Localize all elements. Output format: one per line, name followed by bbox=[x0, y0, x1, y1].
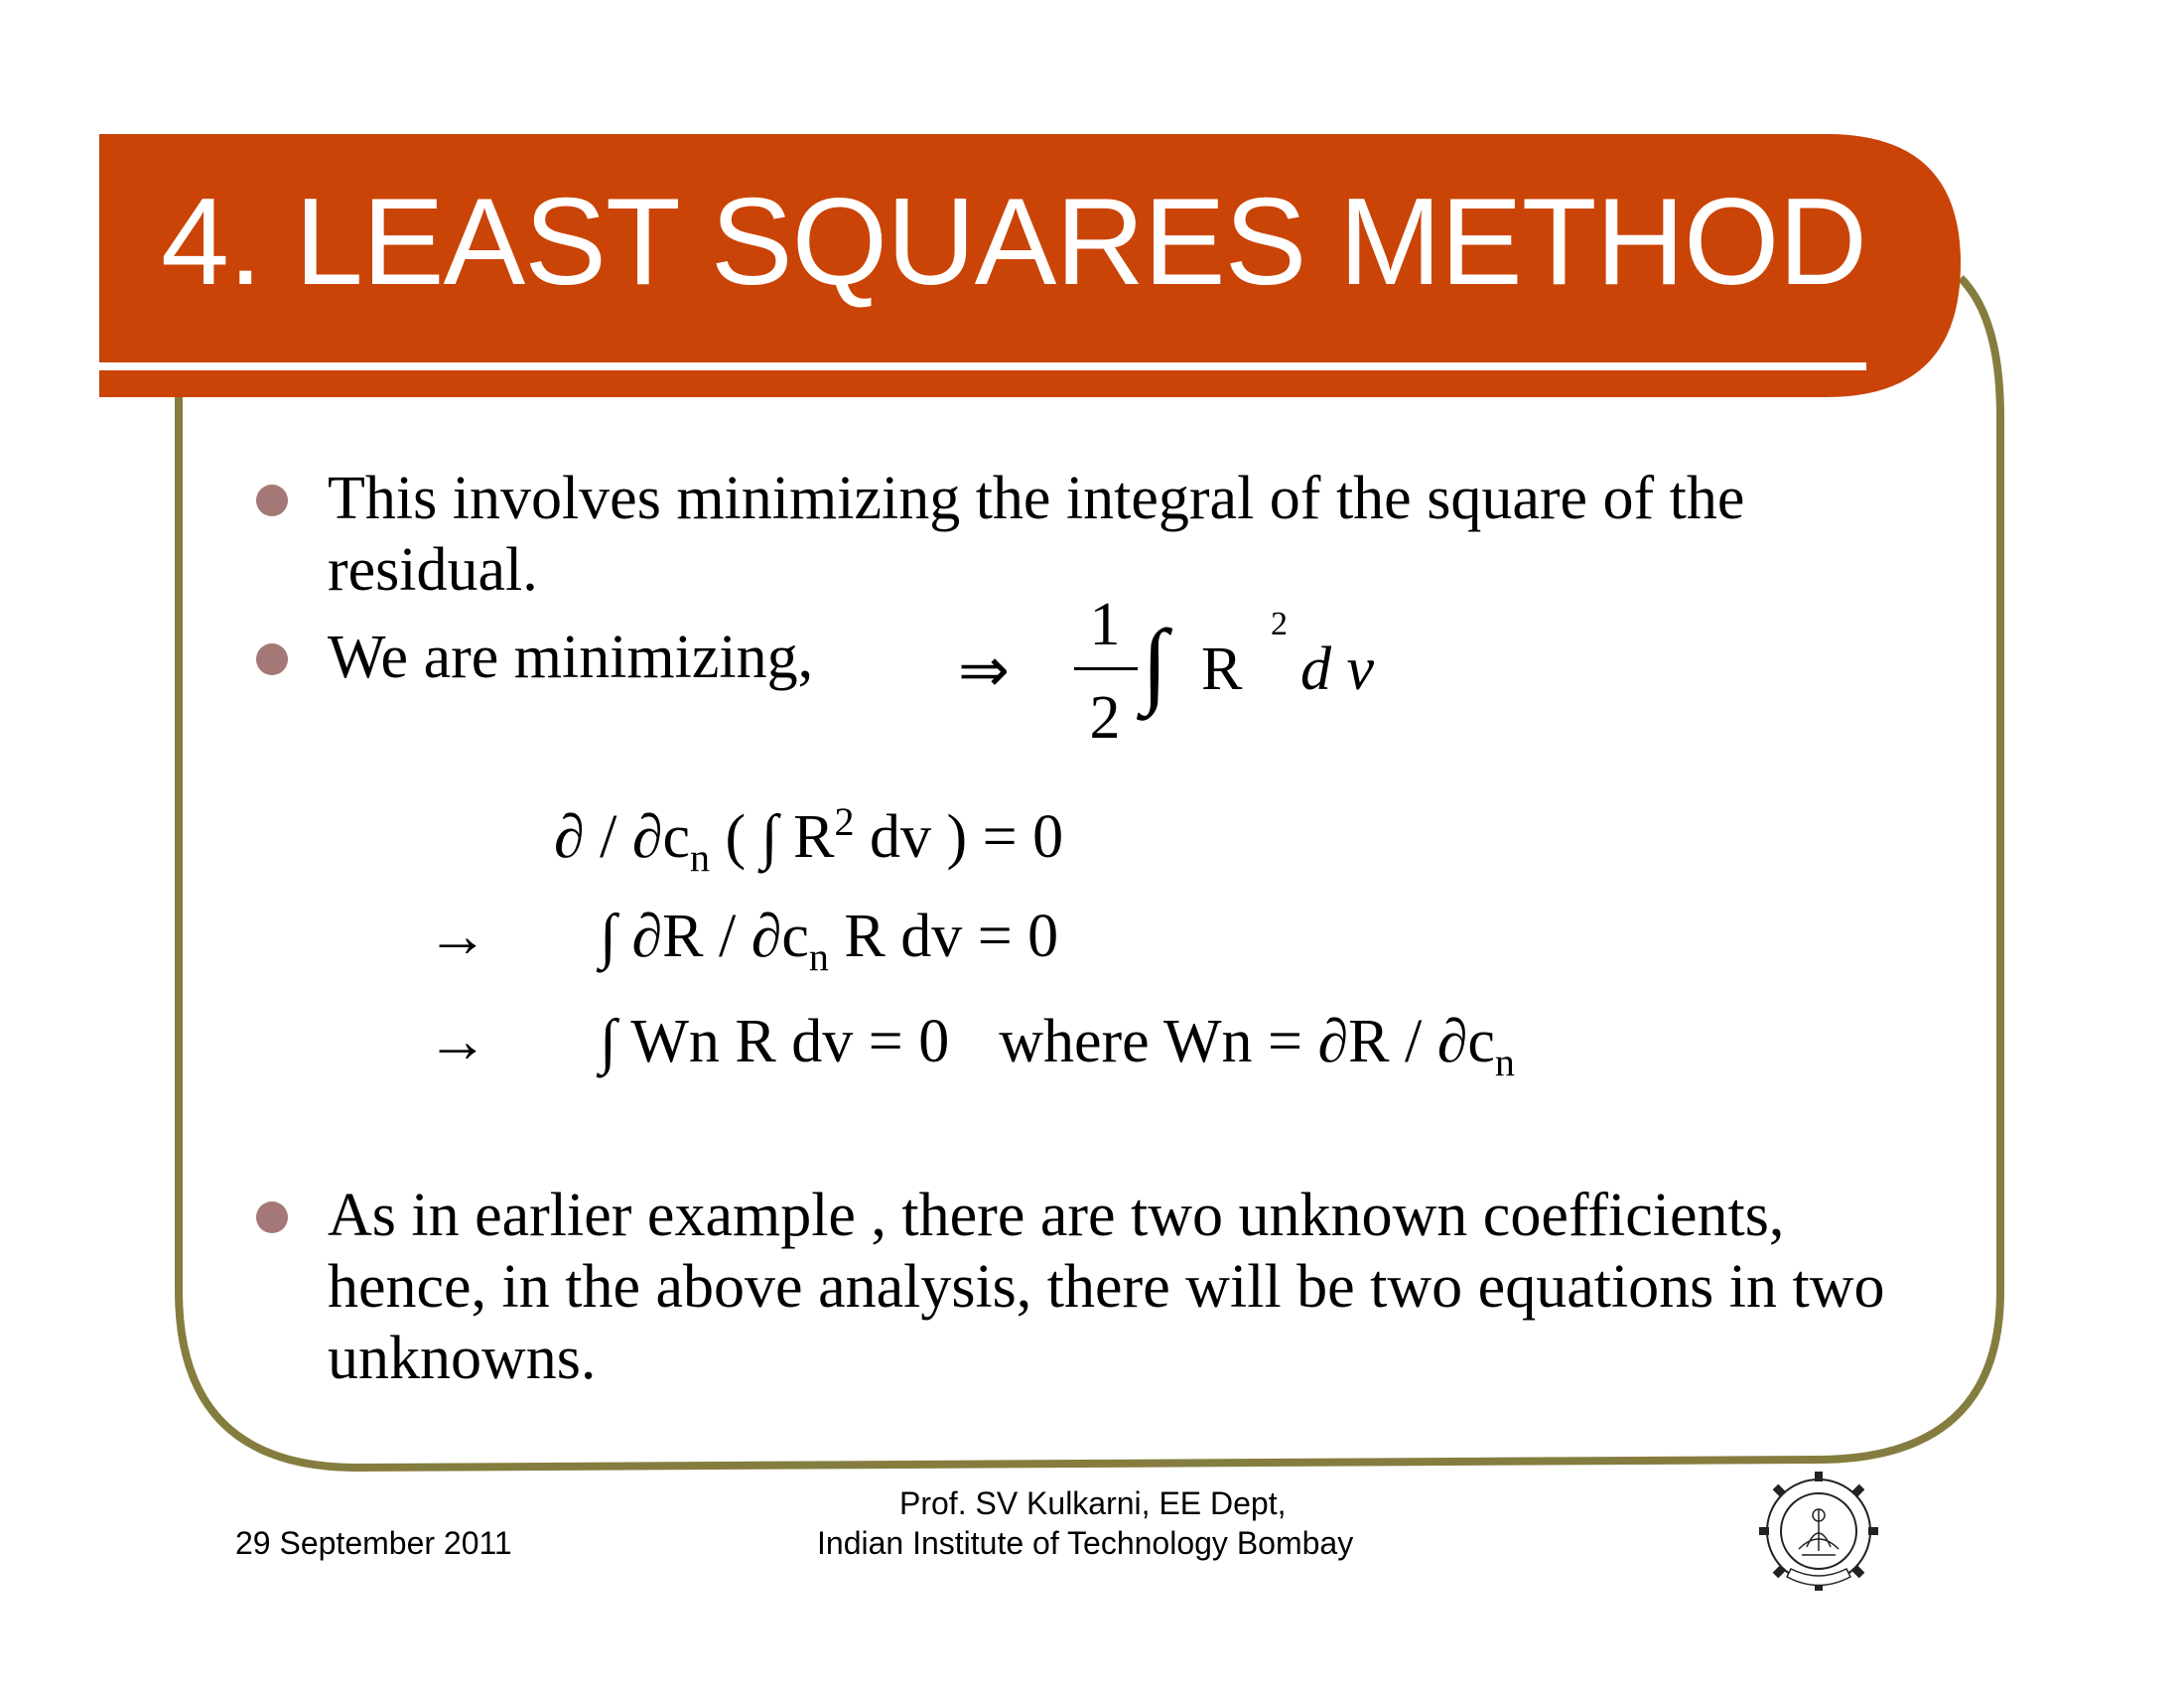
title-underline bbox=[99, 362, 1866, 370]
bullet-text-2: We are minimizing, bbox=[328, 624, 814, 691]
eq3-where: where Wn = ∂R / ∂c bbox=[999, 1008, 1495, 1075]
page-title: 4. LEAST SQUARES METHOD bbox=[161, 174, 1867, 311]
footer-author-line-2: Indian Institute of Technology Bombay bbox=[817, 1525, 1354, 1561]
equation-line-1 bbox=[554, 799, 1064, 880]
formula-body: R bbox=[1201, 635, 1243, 703]
bullet-dot-1 bbox=[256, 485, 288, 516]
fraction-numerator: 1 bbox=[1089, 591, 1121, 658]
eq2-pre: ∫ ∂R / ∂c bbox=[600, 903, 809, 970]
iit-bombay-seal-icon bbox=[1757, 1470, 1881, 1594]
formula-differential: d v bbox=[1300, 635, 1375, 703]
footer-date: 29 September 2011 bbox=[235, 1525, 512, 1561]
equation-line-2 bbox=[600, 903, 1059, 979]
bullet-text-1: This involves minimizing the integral of the square of the residual. bbox=[328, 465, 1745, 604]
bullet-dot-3 bbox=[256, 1201, 288, 1233]
eq3-pre: ∫ Wn R dv = 0 bbox=[600, 1008, 950, 1075]
fraction-bar bbox=[1074, 667, 1138, 670]
bullet-text-3: As in earlier example , there are two unknown coefficients, hence, in the above analysis, there will be two equations in two unknowns. bbox=[328, 1182, 1885, 1392]
eq3-sub: n bbox=[1494, 1040, 1515, 1084]
eq2-post: R dv = 0 bbox=[828, 903, 1059, 970]
arrow-line-2: → bbox=[427, 903, 488, 970]
integral-symbol: ∫ bbox=[1142, 610, 1168, 716]
implies-symbol: ⇒ bbox=[958, 637, 1010, 705]
formula-exponent: 2 bbox=[1271, 606, 1288, 642]
eq1-pre: ∂ / ∂c bbox=[554, 803, 691, 871]
eq1-sup: 2 bbox=[834, 799, 855, 844]
fraction-denominator: 2 bbox=[1089, 684, 1121, 752]
footer-author-line-1: Prof. SV Kulkarni, EE Dept, bbox=[899, 1485, 1287, 1521]
eq1-sub: n bbox=[690, 835, 711, 880]
eq1-post: dv ) = 0 bbox=[854, 803, 1064, 871]
eq2-sub: n bbox=[808, 934, 829, 979]
bullet-dot-2 bbox=[256, 643, 288, 675]
equation-line-3 bbox=[600, 1008, 1515, 1084]
eq1-mid: ( ∫ R bbox=[710, 803, 835, 871]
arrow-line-3: → bbox=[427, 1008, 488, 1075]
